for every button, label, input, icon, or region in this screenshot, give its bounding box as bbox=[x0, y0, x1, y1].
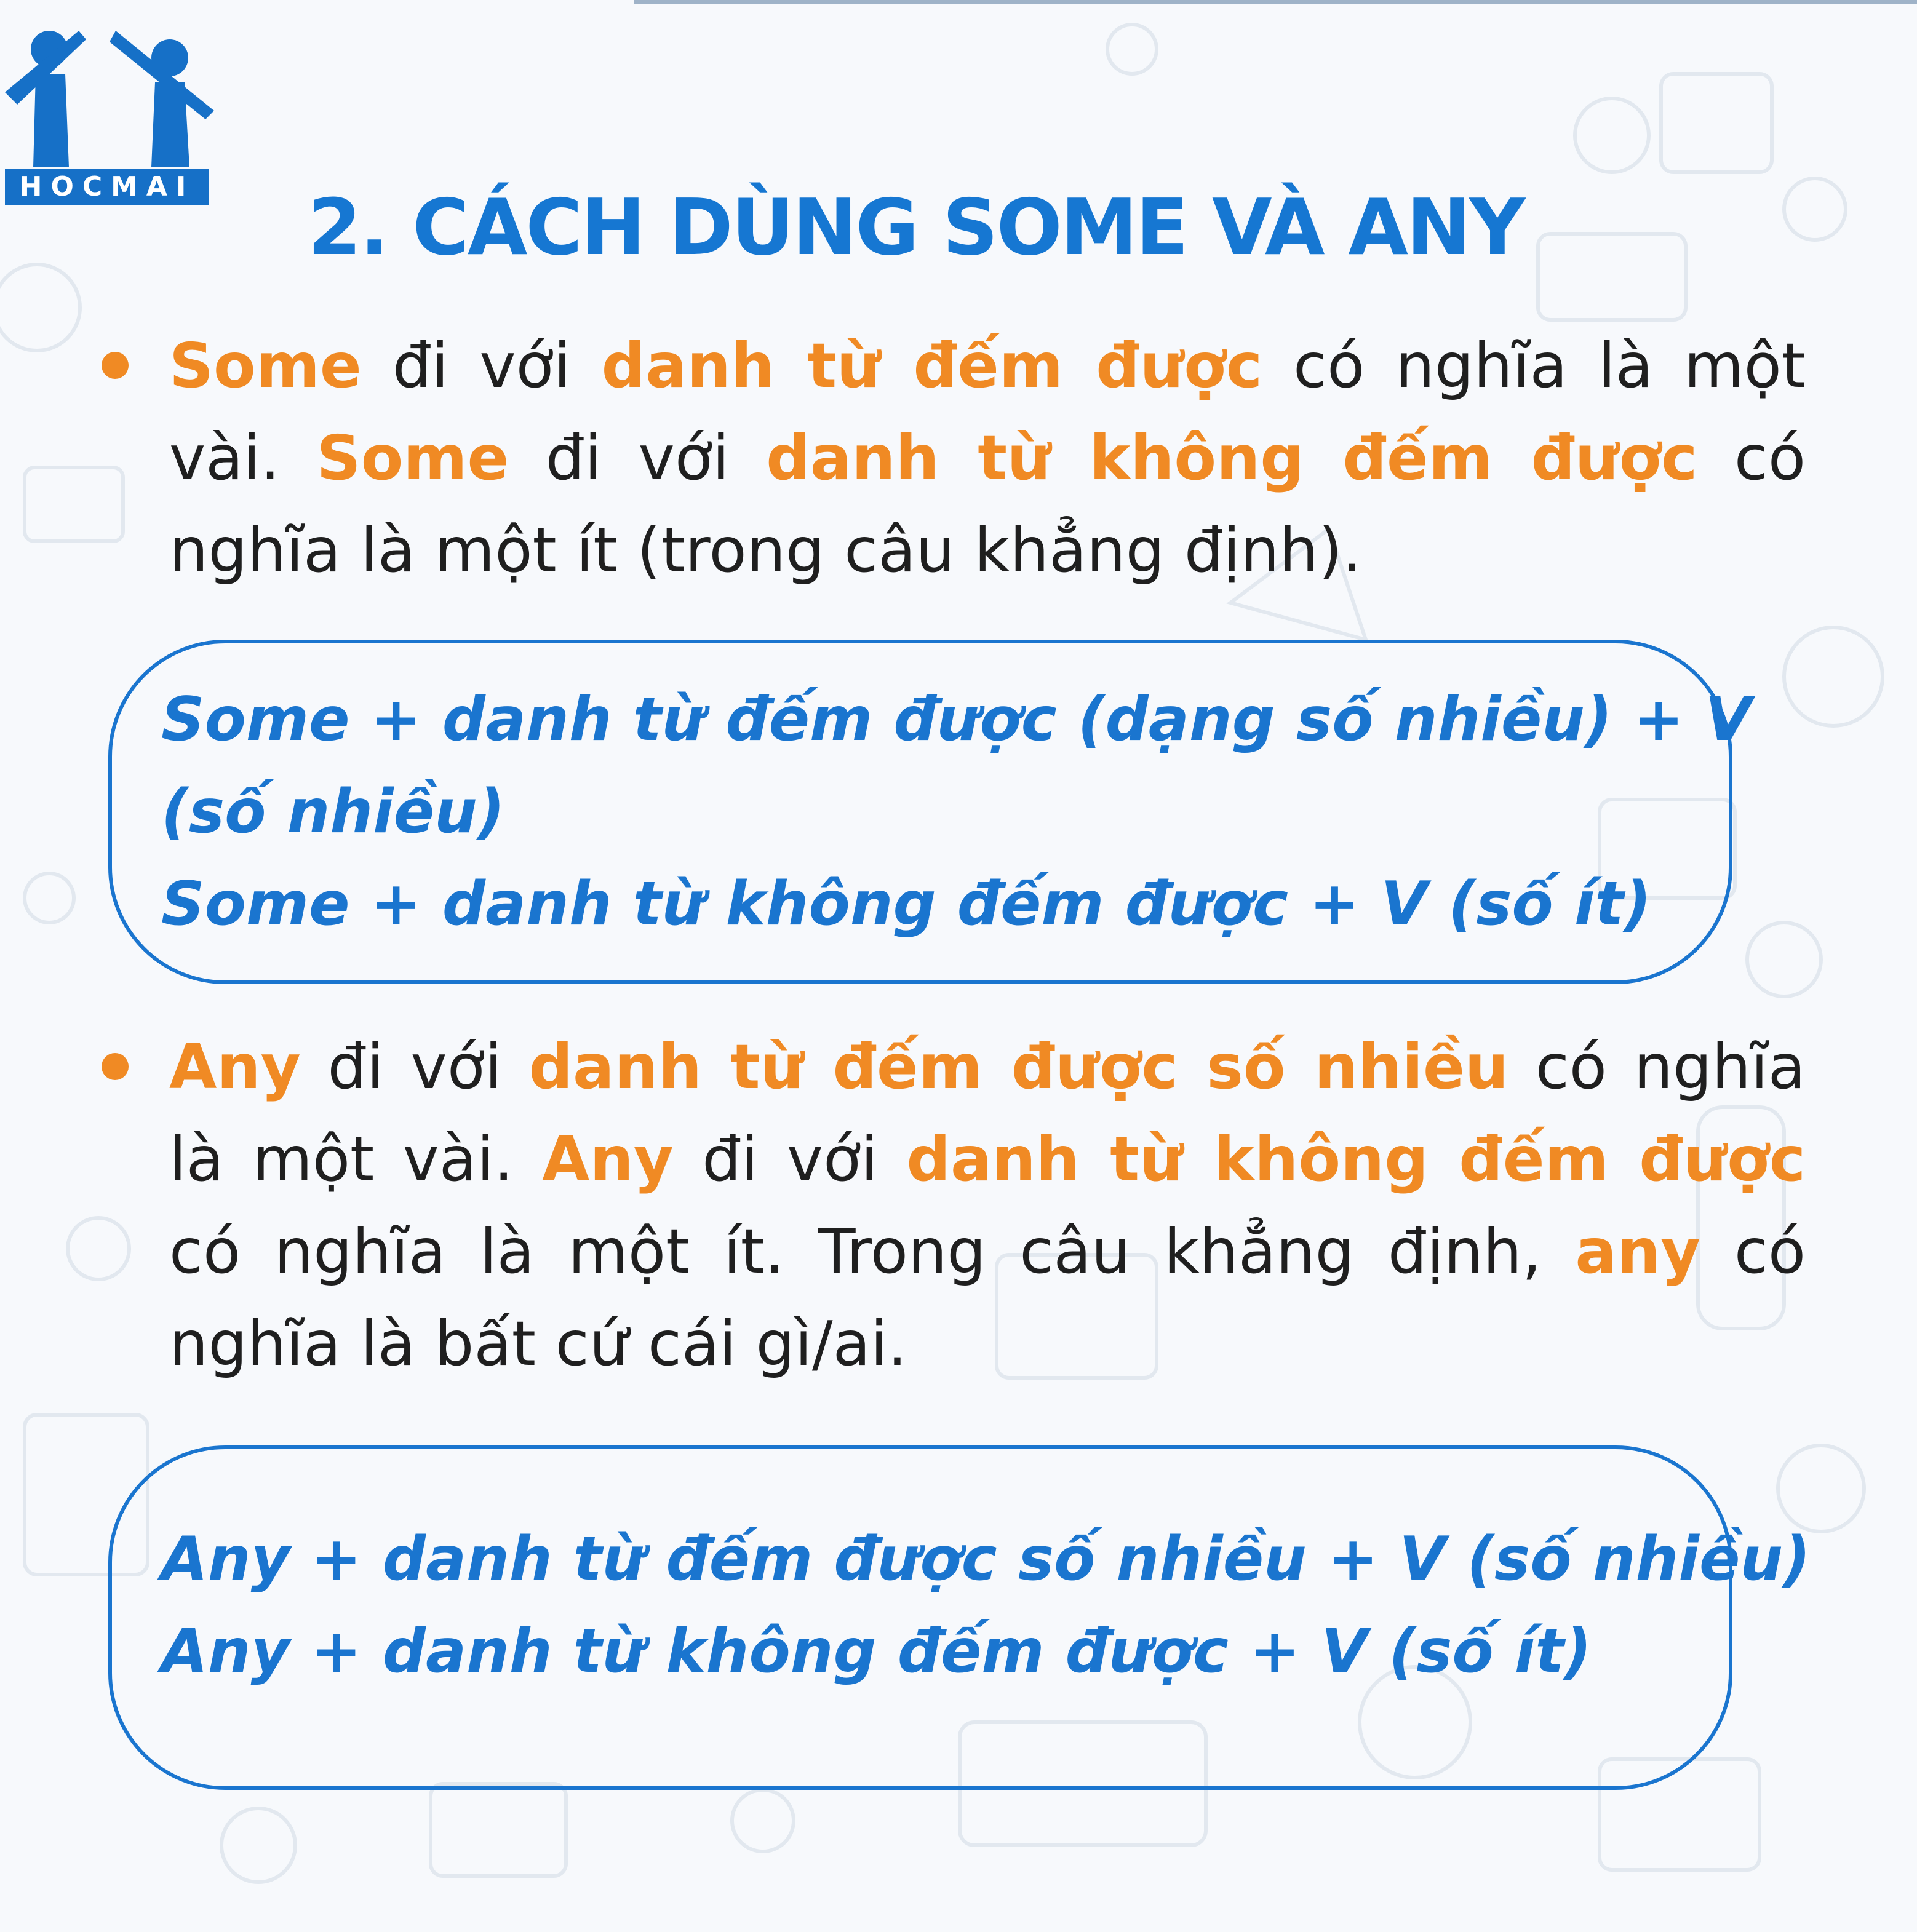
bullet-any bbox=[102, 1053, 129, 1080]
keyword-any-lower: any bbox=[1575, 1215, 1701, 1287]
bullet-some bbox=[102, 352, 129, 379]
keyword-some: Some bbox=[169, 330, 362, 402]
text-segment: đi với bbox=[361, 330, 602, 402]
some-paragraph bbox=[169, 320, 1806, 597]
keyword-uncountable: danh từ không đếm được bbox=[906, 1123, 1806, 1195]
text-segment: đi với bbox=[509, 422, 767, 494]
some-formula-line-3: Some + danh từ không đếm được + V (số ít) bbox=[161, 869, 1652, 939]
keyword-countable: danh từ đếm được bbox=[601, 330, 1263, 402]
keyword-some: Some bbox=[316, 422, 509, 494]
any-paragraph bbox=[169, 1021, 1806, 1390]
keyword-uncountable: danh từ không đếm được bbox=[766, 422, 1698, 494]
any-formula-line-2: Any + danh từ không đếm được + V (số ít) bbox=[161, 1616, 1592, 1687]
keyword-countable-plural: danh từ đếm được số nhiều bbox=[528, 1031, 1509, 1103]
text-segment: có nghĩa là một ít. Trong câu khẳng định, bbox=[169, 1215, 1576, 1287]
keyword-any: Any bbox=[169, 1031, 301, 1103]
text-segment: đi với bbox=[673, 1123, 907, 1195]
some-formula-line-2: (số nhiều) bbox=[161, 777, 505, 847]
logo-wordmark: HOCMAI bbox=[5, 169, 209, 205]
text-segment: có nghĩa là một vài. bbox=[169, 1031, 1806, 1195]
text-segment: có nghĩa là một vài. bbox=[169, 330, 1806, 494]
text-segment: có nghĩa là bất cứ cái gì/ai. bbox=[169, 1215, 1806, 1380]
text-segment: đi với bbox=[300, 1031, 529, 1103]
top-divider bbox=[634, 0, 1917, 4]
page-title: 2. CÁCH DÙNG SOME VÀ ANY bbox=[308, 182, 1524, 272]
text-segment: có nghĩa là một ít (trong câu khẳng định). bbox=[169, 422, 1806, 586]
some-formula-line-1: Some + danh từ đếm được (dạng số nhiều) + V bbox=[161, 685, 1752, 755]
any-formula-line-1: Any + danh từ đếm được số nhiều + V (số nhiều) bbox=[161, 1524, 1811, 1594]
keyword-any: Any bbox=[542, 1123, 674, 1195]
